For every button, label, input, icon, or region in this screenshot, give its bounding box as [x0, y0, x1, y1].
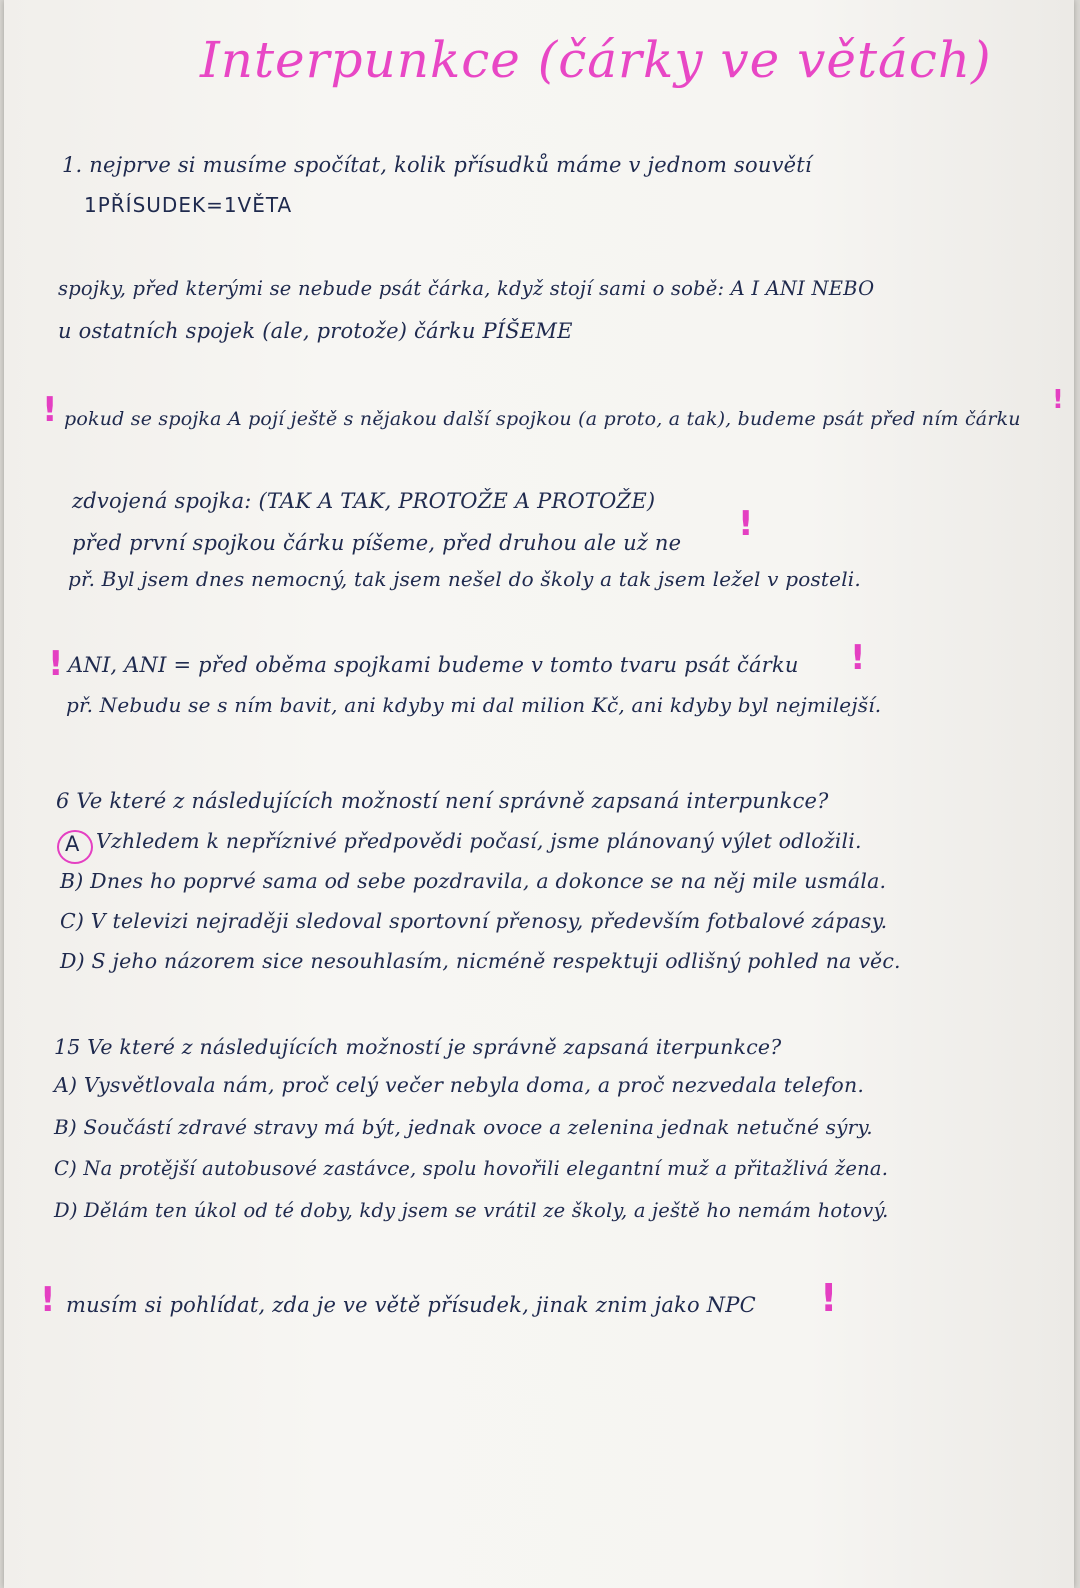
- ani-example: př. Nebudu se s ním bavit, ani kdyby mi dal milion Kč, ani kdyby byl nejmilejší.: [66, 693, 882, 717]
- q6-option-b: B) Dnes ho poprvé sama od sebe pozdravila, a dokonce se na něj mile usmála.: [60, 869, 887, 893]
- double-line2: před první spojkou čárku píšeme, před druhou ale už ne: [72, 531, 682, 555]
- exclamation-icon: !: [738, 504, 754, 544]
- exclamation-icon: !: [850, 638, 866, 678]
- note-a: pokud se spojka A pojí ještě s nějakou další spojkou (a proto, a tak), budeme psát před ním čárku: [64, 408, 1021, 430]
- q15-option-d: D) Dělám ten úkol od té doby, kdy jsem se vrátil ze školy, a ještě ho nemám hotový.: [54, 1199, 889, 1222]
- rule1-line2: 1PŘÍSUDEK=1VĚTA: [84, 193, 293, 217]
- conj-line1: spojky, před kterými se nebude psát čárka, když stojí sami o sobě: A I ANI NEBO: [58, 277, 875, 300]
- q6-question: 6 Ve které z následujících možností není správně zapsaná interpunkce?: [56, 789, 829, 813]
- q6-option-a: Vzhledem k nepříznivé předpovědi počasí, jsme plánovaný výlet odložili.: [96, 829, 862, 853]
- q15-option-a: A) Vysvětlovala nám, proč celý večer nebyla doma, a proč nezvedala telefon.: [54, 1073, 865, 1097]
- conj-line2: u ostatních spojek (ale, protože) čárku PÍŠEME: [58, 319, 573, 343]
- q6-option-a-letter: A: [65, 832, 80, 856]
- q6-option-c: C) V televizi nejraději sledoval sportovní přenosy, především fotbalové zápasy.: [60, 909, 888, 933]
- ani-line1: ANI, ANI = před oběma spojkami budeme v tomto tvaru psát čárku: [68, 653, 799, 677]
- q6-option-d: D) S jeho názorem sice nesouhlasím, nicméně respektuji odlišný pohled na věc.: [60, 949, 901, 973]
- exclamation-icon: !: [40, 1280, 56, 1320]
- q15-question: 15 Ve které z následujících možností je správně zapsaná iterpunkce?: [54, 1035, 782, 1059]
- q15-option-c: C) Na protější autobusové zastávce, spolu hovořili elegantní muž a přitažlivá žena.: [54, 1157, 889, 1180]
- exclamation-icon: !: [42, 390, 58, 430]
- exclamation-icon: !: [820, 1276, 838, 1320]
- final-note: musím si pohlídat, zda je ve větě přísudek, jinak znim jako NPC: [66, 1293, 756, 1317]
- exclamation-icon: !: [48, 644, 64, 684]
- exclamation-icon: !: [1052, 385, 1064, 415]
- double-line1: zdvojená spojka: (TAK A TAK, PROTOŽE A PROTOŽE): [72, 489, 656, 513]
- notebook-page: [4, 0, 1074, 1588]
- rule1-line1: 1. nejprve si musíme spočítat, kolik přísudků máme v jednom souvětí: [62, 153, 812, 177]
- double-example: př. Byl jsem dnes nemocný, tak jsem nešel do školy a tak jsem ležel v posteli.: [68, 567, 861, 591]
- page-title: Interpunkce (čárky ve větách): [200, 31, 992, 89]
- q15-option-b: B) Součástí zdravé stravy má být, jednak ovoce a zelenina jednak netučné sýry.: [54, 1115, 873, 1139]
